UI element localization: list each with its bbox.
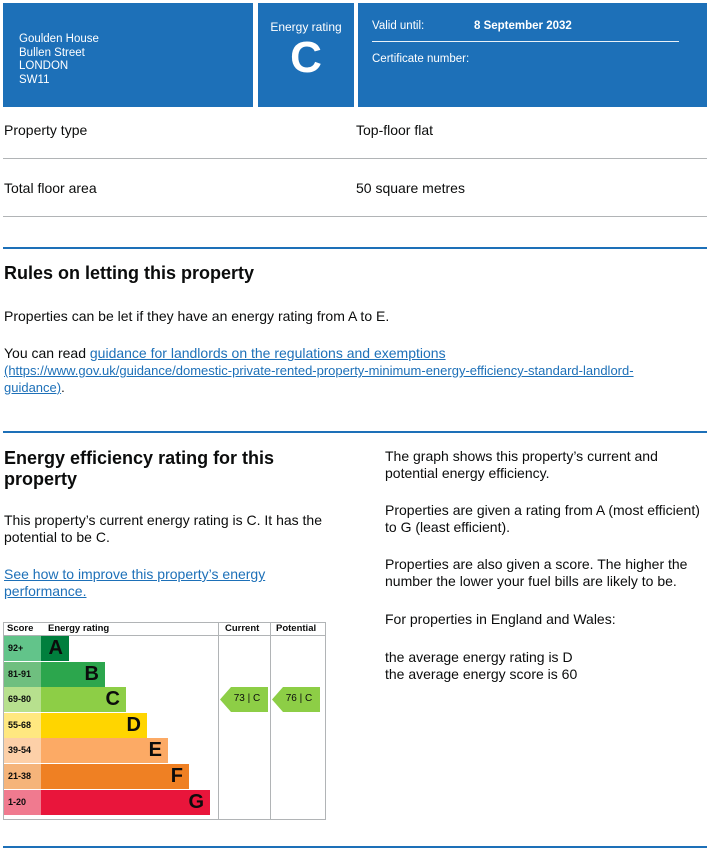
- certificate-number-label: Certificate number:: [372, 53, 470, 65]
- score-range-label: 39-54: [8, 745, 32, 756]
- guidance-suffix: .: [61, 380, 65, 395]
- energy-rating-header: Energy rating: [48, 623, 110, 634]
- chart-column-divider: [218, 622, 219, 820]
- score-range-label: 55-68: [8, 719, 32, 730]
- current-rating-arrow-label: 73 | C: [233, 693, 261, 705]
- current-rating-arrow: [220, 687, 268, 712]
- guidance-link[interactable]: guidance for landlords on the regulations and exemptions: [89, 345, 446, 361]
- average-values: [385, 649, 710, 683]
- band-letter: F: [170, 765, 183, 787]
- potential-header: Potential: [276, 623, 317, 634]
- section-divider: [3, 247, 707, 249]
- address-box: [3, 3, 253, 107]
- band-letter: G: [188, 790, 204, 813]
- band-letter: A: [48, 637, 63, 659]
- score-range-label: 81-91: [8, 668, 32, 679]
- graph-explanation: The graph shows this property’s current and potential energy efficiency.: [385, 448, 658, 481]
- certificate-info-box: [358, 3, 707, 107]
- property-type-label: Property type: [4, 122, 88, 138]
- score-range-c: [4, 687, 41, 712]
- property-type-value: Top-floor flat: [356, 122, 434, 138]
- energy-rating-chart: [3, 622, 326, 820]
- average-score: the average energy score is 60: [385, 666, 578, 682]
- rating-band-d: [41, 713, 147, 738]
- current-header: Current: [225, 623, 260, 634]
- efficiency-heading: Energy efficiency rating for this property: [4, 448, 275, 489]
- score-range-a: [4, 636, 41, 661]
- band-letter: C: [105, 688, 120, 711]
- score-range-f: [4, 764, 41, 789]
- rating-band-c: [41, 687, 126, 712]
- score-explanation: Properties are also given a score. The higher the number the lower your fuel bills are likely to be.: [385, 556, 688, 589]
- rating-band-f: [41, 764, 189, 789]
- rating-explanation: Properties are given a rating from A (most efficient) to G (least efficient).: [385, 502, 700, 535]
- england-wales-label: For properties in England and Wales:: [385, 611, 616, 627]
- rating-band-b: [41, 662, 105, 687]
- energy-rating-label: Energy rating: [270, 20, 342, 34]
- floor-area-value: 50 square metres: [356, 180, 465, 196]
- section-divider: [3, 846, 707, 848]
- score-range-d: [4, 713, 41, 738]
- property-address: [19, 33, 99, 87]
- address-line-1: Goulden House: [19, 33, 99, 45]
- letting-guidance-paragraph: [4, 345, 684, 396]
- floor-area-label: Total floor area: [4, 180, 97, 196]
- score-range-e: [4, 738, 41, 763]
- improve-performance-link[interactable]: See how to improve this property’s energy performance.: [4, 566, 266, 599]
- score-header: Score: [7, 623, 34, 634]
- rating-band-g: [41, 790, 210, 815]
- address-line-4: SW11: [19, 73, 50, 86]
- divider: [3, 158, 707, 159]
- guidance-prefix: You can read: [4, 345, 90, 361]
- score-range-label: 92+: [8, 643, 24, 653]
- rating-band-e: [41, 738, 168, 763]
- band-letter: E: [148, 739, 162, 762]
- valid-until-date: 8 September 2032: [474, 20, 572, 32]
- address-line-3: LONDON: [19, 60, 69, 72]
- average-rating: the average energy rating is D: [385, 649, 573, 665]
- divider: [3, 216, 707, 217]
- band-letter: B: [84, 662, 99, 685]
- energy-rating-letter: C: [290, 33, 322, 82]
- energy-rating-box: [258, 3, 354, 107]
- score-range-g: [4, 790, 41, 815]
- score-range-label: 69-80: [8, 694, 32, 705]
- score-range-b: [4, 662, 41, 687]
- potential-rating-arrow-label: 76 | C: [285, 693, 313, 705]
- score-range-label: 21-38: [8, 771, 32, 781]
- valid-until-label: Valid until:: [372, 20, 425, 32]
- current-rating-text: This property’s current energy rating is C. It has the potential to be C.: [4, 512, 322, 545]
- divider: [372, 41, 679, 42]
- score-range-label: 1-20: [8, 796, 27, 807]
- address-line-2: Bullen Street: [19, 46, 85, 59]
- section-divider: [3, 431, 707, 433]
- chart-column-divider: [270, 622, 271, 820]
- guidance-url-link[interactable]: (https://www.gov.uk/guidance/domestic-private-rented-property-minimum-energy-efficiency-standard-landlord-guidance): [4, 363, 634, 395]
- letting-heading: Rules on letting this property: [4, 263, 255, 283]
- rating-band-a: [41, 636, 69, 661]
- potential-rating-arrow: [272, 687, 320, 712]
- band-letter: D: [126, 713, 141, 736]
- letting-paragraph: Properties can be let if they have an energy rating from A to E.: [4, 308, 390, 324]
